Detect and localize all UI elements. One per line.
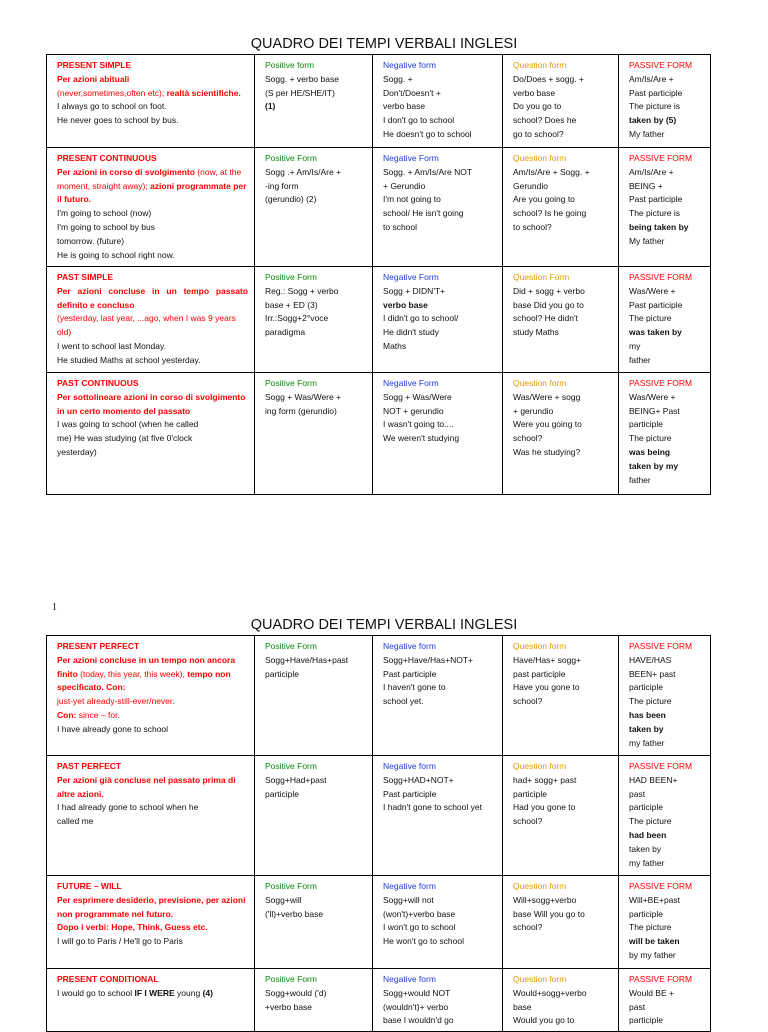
passive-rule: Past participle [629, 87, 683, 98]
passive-label: PASSIVE FORM [629, 378, 693, 388]
example-sentence: My father [629, 128, 665, 139]
example-sentence: My father [629, 235, 665, 246]
passive-label: PASSIVE FORM [629, 761, 693, 771]
negative-rule: Sogg + DIDN'T+ [383, 285, 446, 296]
verb-tense-table [46, 635, 711, 1032]
positive-label: Positive Form [265, 974, 317, 984]
negative-cell [373, 756, 503, 876]
example-sentence: Do you go to [513, 101, 562, 112]
example-sentence: school? Is he going [513, 208, 587, 219]
positive-cell [255, 55, 373, 148]
question-cell [503, 55, 619, 148]
question-rule: Did + sogg + verbo [513, 285, 585, 296]
example-sentence: I hadn't gone to school yet [383, 802, 482, 813]
example-sentence: He won't go to school [383, 936, 465, 947]
passive-rule: Past participle [629, 194, 683, 205]
tense-cell [47, 148, 255, 267]
question-rule: base Did you go to [513, 299, 584, 310]
negative-rule: Sogg+would NOT [383, 987, 451, 998]
passive-rule: participle [629, 908, 664, 919]
example-sentence: being taken by [629, 221, 689, 232]
question-rule: Have/Has+ sogg+ [513, 654, 582, 665]
positive-cell [255, 876, 373, 969]
negative-rule: NOT + gerundio [383, 405, 444, 416]
passive-rule: Will+BE+past [629, 894, 681, 905]
positive-rule: ing form (gerundio) [265, 405, 337, 416]
passive-rule: Was/Were + [629, 391, 676, 402]
tense-adverbs: (now, at the moment, straight away); [57, 166, 242, 191]
example-sentence: I'm going to school (now) [57, 208, 152, 219]
tense-usage-2: azioni programmate per il futuro. [57, 180, 247, 205]
positive-rule: participle [265, 788, 300, 799]
positive-label: Positive Form [265, 641, 317, 651]
example-sentence: I went to school last Monday. [57, 340, 166, 351]
example-sentence: taken by (5) [629, 115, 677, 126]
negative-cell [373, 636, 503, 756]
positive-rule: Sogg+Have/Has+past [265, 654, 349, 665]
example-sentence: father [629, 474, 651, 485]
passive-rule: BEEN+ past [629, 668, 676, 679]
question-cell [503, 373, 619, 495]
passive-rule: Am/Is/Are + [629, 73, 674, 84]
positive-rule: (gerundio) (2) [265, 194, 317, 205]
question-label: Question form [513, 761, 567, 771]
tense-usage: Per azioni già concluse nel passato prima di altre azioni. [57, 774, 236, 799]
positive-rule: -ing form [265, 180, 299, 191]
question-cell [503, 876, 619, 969]
example-sentence: I didn't go to school/ [383, 313, 459, 324]
question-rule: participle [513, 788, 548, 799]
example-sentence: was taken by [629, 327, 682, 338]
question-rule: Would+sogg+verbo [513, 987, 587, 998]
negative-cell [373, 876, 503, 969]
positive-label: Positive form [265, 60, 315, 70]
question-label: Question form [513, 641, 567, 651]
tense-cell [47, 636, 255, 756]
positive-rule: Sogg+Had+past [265, 774, 327, 785]
positive-cell [255, 756, 373, 876]
negative-rule: Past participle [383, 668, 437, 679]
tense-adverbs-2: just-yet already-still-ever/never. [57, 696, 175, 707]
tense-name: PRESENT CONTINUOUS [57, 153, 157, 163]
negative-cell [373, 969, 503, 1032]
passive-rule: BEING+ Past [629, 405, 680, 416]
passive-rule: HAVE/HAS [629, 654, 672, 665]
example-sentence: taken by [629, 843, 662, 854]
negative-rule: Don't/Doesn't + [383, 87, 441, 98]
example-sentence: I haven't gone to [383, 682, 446, 693]
example-sentence-end: young [177, 987, 201, 998]
example-sentence: I always go to school on foot. [57, 101, 167, 112]
passive-rule: past [629, 788, 646, 799]
passive-rule: Am/Is/Are + [629, 166, 674, 177]
passive-rule: participle [629, 419, 664, 430]
question-label: Question form [513, 881, 567, 891]
tense-cell [47, 876, 255, 969]
question-rule: Am/Is/Are + Sogg. + [513, 166, 590, 177]
example-sentence: He is going to school right now. [57, 249, 175, 260]
question-label: Question form [513, 60, 567, 70]
tense-adverbs: (today, this year, this week), [80, 668, 185, 679]
passive-cell [619, 373, 711, 495]
negative-cell [373, 148, 503, 267]
question-rule: + gerundio [513, 405, 554, 416]
example-sentence: me) He was studying (at five 0'clock [57, 433, 193, 444]
positive-rule: +verbo base [265, 1001, 313, 1012]
negative-rule: Sogg. + [383, 73, 413, 84]
positive-cell [255, 636, 373, 756]
question-rule: past participle [513, 668, 566, 679]
example-sentence: my father [629, 857, 665, 868]
negative-rule: (wouldn't)+ verbo [383, 1001, 449, 1012]
example-emphasis: IF I WERE [134, 987, 175, 998]
negative-rule: + Gerundio [383, 180, 426, 191]
example-sentence: school/ He isn't going [383, 208, 464, 219]
footnote-ref: (1) [265, 101, 276, 112]
negative-rule: Sogg+will not [383, 894, 434, 905]
example-sentence: The picture [629, 922, 672, 933]
tense-cell [47, 55, 255, 148]
example-sentence: I'm going to school by bus [57, 221, 156, 232]
positive-rule: Sogg. + verbo base [265, 73, 339, 84]
passive-rule: HAD BEEN+ [629, 774, 678, 785]
positive-label: Positive Form [265, 272, 317, 282]
tense-cell [47, 267, 255, 373]
question-rule: Was/Were + sogg [513, 391, 581, 402]
tense-usage: Per azioni in corso di svolgimento [57, 166, 195, 177]
passive-cell [619, 756, 711, 876]
example-sentence: He never goes to school by bus. [57, 115, 179, 126]
example-sentence: I had already gone to school when he [57, 802, 199, 813]
tense-usage-2: Dopo i verbi: Hope, Think, Guess etc. [57, 922, 208, 933]
tense-usage: Per azioni abituali [57, 73, 130, 84]
negative-rule: (won't)+verbo base [383, 908, 456, 919]
passive-rule: Would BE + [629, 987, 674, 998]
tense-name: FUTURE – WILL [57, 881, 122, 891]
example-sentence: has been [629, 709, 666, 720]
positive-rule: Irr.:Sogg+2°voce [265, 313, 329, 324]
passive-rule: past [629, 1001, 646, 1012]
tense-name: PRESENT PERFECT [57, 641, 140, 651]
example-sentence: school? [513, 433, 543, 444]
example-sentence: Was he studying? [513, 446, 581, 457]
example-sentence: school? [513, 816, 543, 827]
example-sentence: school? [513, 922, 543, 933]
tense-name: PAST SIMPLE [57, 272, 114, 282]
tense-usage-2: realtà scientifiche. [166, 87, 241, 98]
page-title: QUADRO DEI TEMPI VERBALI INGLESI [250, 617, 518, 633]
passive-label: PASSIVE FORM [629, 60, 693, 70]
positive-label: Positive Form [265, 153, 317, 163]
table-row [47, 636, 711, 756]
example-sentence: to school? [513, 221, 552, 232]
positive-rule: base + ED (3) [265, 299, 318, 310]
verb-tense-table [46, 54, 711, 495]
question-rule: had+ sogg+ past [513, 774, 577, 785]
negative-rule: Sogg+Have/Has+NOT+ [383, 654, 474, 665]
positive-rule: participle [265, 668, 300, 679]
question-cell [503, 756, 619, 876]
tense-adverbs: (yesterday, last year, ...ago, when I was 9 years old) [57, 313, 236, 338]
tense-name: PAST CONTINUOUS [57, 378, 139, 388]
positive-rule: paradigma [265, 327, 306, 338]
positive-rule: Sogg .+ Am/Is/Are + [265, 166, 342, 177]
positive-rule: Sogg+will [265, 894, 302, 905]
passive-rule: participle [629, 802, 664, 813]
tense-cell [47, 756, 255, 876]
example-sentence: I was going to school (when he called [57, 419, 199, 430]
example-sentence: Maths [383, 340, 407, 351]
passive-label: PASSIVE FORM [629, 153, 693, 163]
example-sentence: He doesn't go to school [383, 128, 472, 139]
question-rule: base [513, 1001, 532, 1012]
example-sentence: taken by [629, 723, 664, 734]
tense-name: PRESENT SIMPLE [57, 60, 132, 70]
negative-rule: Sogg. + Am/Is/Are NOT [383, 166, 473, 177]
negative-label: Negative Form [383, 272, 439, 282]
example-sentence: The picture [629, 433, 672, 444]
negative-label: Negative Form [383, 153, 439, 163]
tense-name: PRESENT CONDITIONAL [57, 974, 159, 984]
question-cell [503, 267, 619, 373]
example-sentence: school? [513, 696, 543, 707]
passive-rule: participle [629, 1015, 664, 1026]
positive-label: Positive Form [265, 761, 317, 771]
negative-rule: verbo base [383, 299, 428, 310]
example-sentence: The picture [629, 696, 672, 707]
passive-cell [619, 876, 711, 969]
table-row [47, 373, 711, 495]
example-sentence: taken by my [629, 460, 679, 471]
question-rule: Do/Does + sogg. + [513, 73, 584, 84]
question-cell [503, 969, 619, 1032]
table-row [47, 969, 711, 1032]
question-cell [503, 148, 619, 267]
example-sentence: I don't go to school [383, 115, 455, 126]
negative-rule: Sogg+HAD+NOT+ [383, 774, 454, 785]
table-row [47, 148, 711, 267]
question-label: Question form [513, 153, 567, 163]
table-row [47, 876, 711, 969]
passive-label: PASSIVE FORM [629, 974, 693, 984]
negative-label: Negative Form [383, 378, 439, 388]
tense-usage-2: tempo non specificato. Con: [57, 668, 231, 693]
positive-rule: Reg.: Sogg + verbo [265, 285, 339, 296]
example-sentence: by my father [629, 949, 676, 960]
negative-label: Negative form [383, 881, 436, 891]
tense-usage: Per esprimere desiderio, previsione, per azioni non programmate nel futuro. [57, 894, 246, 919]
negative-cell [373, 55, 503, 148]
example-sentence: I have already gone to school [57, 723, 169, 734]
example-sentence: called me [57, 816, 94, 827]
negative-cell [373, 267, 503, 373]
example-sentence: tomorrow. (future) [57, 235, 125, 246]
passive-label: PASSIVE FORM [629, 641, 693, 651]
table-row [47, 756, 711, 876]
example-sentence: my father [629, 737, 665, 748]
tense-name: PAST PERFECT [57, 761, 122, 771]
negative-rule: verbo base [383, 101, 426, 112]
question-label: Question form [513, 378, 567, 388]
example-sentence: base I wouldn'd go [383, 1015, 454, 1026]
page-title: QUADRO DEI TEMPI VERBALI INGLESI [250, 36, 518, 52]
passive-label: PASSIVE FORM [629, 272, 693, 282]
example-sentence: school? Does he [513, 115, 577, 126]
passive-cell [619, 969, 711, 1032]
tense-cell [47, 969, 255, 1032]
example-sentence: The picture is [629, 208, 681, 219]
example-sentence: We weren't studying [383, 433, 460, 444]
negative-rule: Sogg + Was/Were [383, 391, 452, 402]
negative-label: Negative form [383, 974, 436, 984]
negative-label: Negative form [383, 761, 436, 771]
negative-label: Negative form [383, 641, 436, 651]
example-sentence: to school [383, 221, 418, 232]
page-number: 1 [52, 602, 57, 613]
example-sentence: The picture [629, 816, 672, 827]
example-sentence: I would go to school [57, 987, 133, 998]
question-cell [503, 636, 619, 756]
positive-label: Positive Form [265, 881, 317, 891]
tense-adverbs-3: since – for. [78, 709, 120, 720]
example-sentence: study Maths [513, 327, 559, 338]
passive-cell [619, 148, 711, 267]
passive-rule: participle [629, 682, 664, 693]
positive-rule: (S per HE/SHE/IT) [265, 87, 335, 98]
positive-rule: Sogg + Was/Were + [265, 391, 342, 402]
example-sentence: He studied Maths at school yesterday. [57, 354, 201, 365]
passive-cell [619, 636, 711, 756]
positive-label: Positive Form [265, 378, 317, 388]
example-sentence: He didn't study [383, 327, 439, 338]
negative-label: Negative form [383, 60, 436, 70]
tense-usage: Per azioni concluse in un tempo non ancora finito [57, 654, 236, 679]
example-sentence: yesterday) [57, 446, 97, 457]
table-row [47, 55, 711, 148]
example-sentence: my [629, 340, 641, 351]
example-sentence: will be taken [629, 936, 680, 947]
example-sentence: was being [629, 446, 671, 457]
tense-usage: Per azioni concluse in un tempo passato definito e concluso [57, 285, 248, 310]
example-sentence: The picture [629, 313, 672, 324]
example-sentence: I wasn't going to.... [383, 419, 454, 430]
negative-cell [373, 373, 503, 495]
negative-rule: Past participle [383, 788, 437, 799]
table-row [47, 267, 711, 373]
positive-cell [255, 267, 373, 373]
tense-cell [47, 373, 255, 495]
passive-cell [619, 267, 711, 373]
footnote-ref: (4) [202, 987, 213, 998]
tense-usage: Per sottolineare azioni in corso di svolgimento in un certo momento del passato [57, 391, 246, 416]
example-sentence: I'm not going to [383, 194, 441, 205]
positive-rule: ('ll)+verbo base [265, 908, 324, 919]
question-label: Question form [513, 974, 567, 984]
question-rule: verbo base [513, 87, 556, 98]
example-sentence: I will go to Paris / He'll go to Paris [57, 936, 183, 947]
example-sentence: Were you going to [513, 419, 582, 430]
example-sentence: Are you going to [513, 194, 575, 205]
example-sentence: I won't go to school [383, 922, 456, 933]
passive-rule: Past participle [629, 299, 683, 310]
question-rule: base Will you go to [513, 908, 585, 919]
example-sentence: had been [629, 829, 667, 840]
question-label: Question Form [513, 272, 570, 282]
positive-cell [255, 148, 373, 267]
example-sentence: The picture is [629, 101, 681, 112]
question-rule: Gerundio [513, 180, 548, 191]
passive-cell [619, 55, 711, 148]
question-rule: Will+sogg+verbo [513, 894, 577, 905]
tense-adverbs: (never,sometimes,often etc); [57, 87, 165, 98]
passive-rule: BEING + [629, 180, 663, 191]
positive-cell [255, 373, 373, 495]
positive-rule: Sogg+would ('d) [265, 987, 327, 998]
positive-cell [255, 969, 373, 1032]
passive-rule: Was/Were + [629, 285, 676, 296]
example-sentence: go to school? [513, 128, 564, 139]
tense-usage-3: Con: [57, 709, 77, 720]
example-sentence: school? He didn't [513, 313, 578, 324]
example-sentence: Had you gone to [513, 802, 576, 813]
example-sentence: Have you gone to [513, 682, 580, 693]
example-sentence: school yet. [383, 696, 424, 707]
passive-label: PASSIVE FORM [629, 881, 693, 891]
example-sentence: father [629, 354, 651, 365]
example-sentence: Would you go to [513, 1015, 575, 1026]
